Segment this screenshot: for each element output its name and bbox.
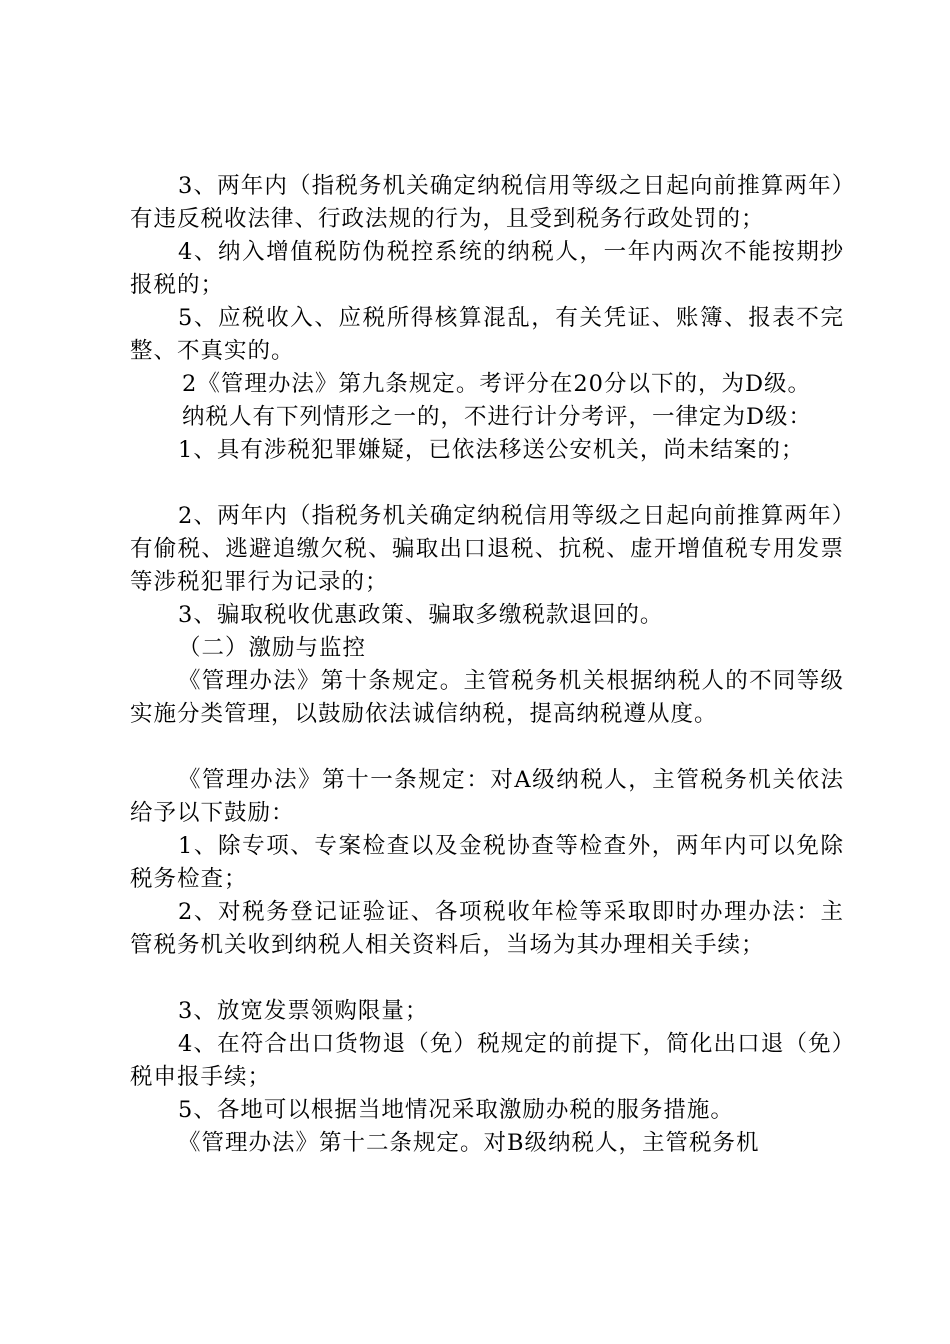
paragraph-d-level-intro: 纳税人有下列情形之一的，不进行计分考评，一律定为D级： [182,404,813,430]
paragraph-item-5-accounting: 5、应税收入、应税所得核算混乱，有关凭证、账簿、报表不完整、不真实的。 [130,305,844,364]
paragraph-a-item-3: 3、放宽发票领购限量； [178,998,429,1024]
paragraph-article-9: 2《管理办法》第九条规定。考评分在20分以下的，为D级。 [182,371,811,397]
paragraph-a-item-2: 2、对税务登记证验证、各项税收年检等采取即时办理办法：主管税务机关收到纳税人相关资料后，当场为其办理相关手续； [130,899,844,958]
paragraph-d-item-2: 2、两年内（指税务机关确定纳税信用等级之日起向前推算两年）有偷税、逃避追缴欠税、骗取出口退税、抗税、虚开增值税专用发票等涉税犯罪行为记录的； [130,503,844,595]
paragraph-article-11: 《管理办法》第十一条规定：对A级纳税人，主管税务机关依法给予以下鼓励： [130,767,844,826]
paragraph-spacer [130,731,844,764]
section-heading-incentive: （二）激励与监控 [178,635,367,661]
paragraph-spacer [130,467,844,500]
paragraph-a-item-1: 1、除专项、专案检查以及金税协查等检查外，两年内可以免除税务检查； [130,833,844,892]
paragraph-item-3-violation: 3、两年内（指税务机关确定纳税信用等级之日起向前推算两年）有违反税收法律、行政法规的行为，且受到税务行政处罚的； [130,173,844,232]
document-body [130,170,844,1160]
paragraph-a-item-5: 5、各地可以根据当地情况采取激励办税的服务措施。 [178,1097,734,1123]
paragraph-article-12: 《管理办法》第十二条规定。对B级纳税人，主管税务机 [178,1130,760,1156]
paragraph-a-item-4: 4、在符合出口货物退（免）税规定的前提下，简化出口退（免）税申报手续； [130,1031,844,1090]
paragraph-d-item-3: 3、骗取税收优惠政策、骗取多缴税款退回的。 [178,602,664,628]
paragraph-article-10: 《管理办法》第十条规定。主管税务机关根据纳税人的不同等级实施分类管理，以鼓励依法诚信纳税，提高纳税遵从度。 [130,668,844,727]
paragraph-item-4-vat-control: 4、纳入增值税防伪税控系统的纳税人，一年内两次不能按期抄报税的； [130,239,844,298]
paragraph-spacer [130,962,844,995]
paragraph-d-item-1: 1、具有涉税犯罪嫌疑，已依法移送公安机关，尚未结案的； [178,437,805,463]
